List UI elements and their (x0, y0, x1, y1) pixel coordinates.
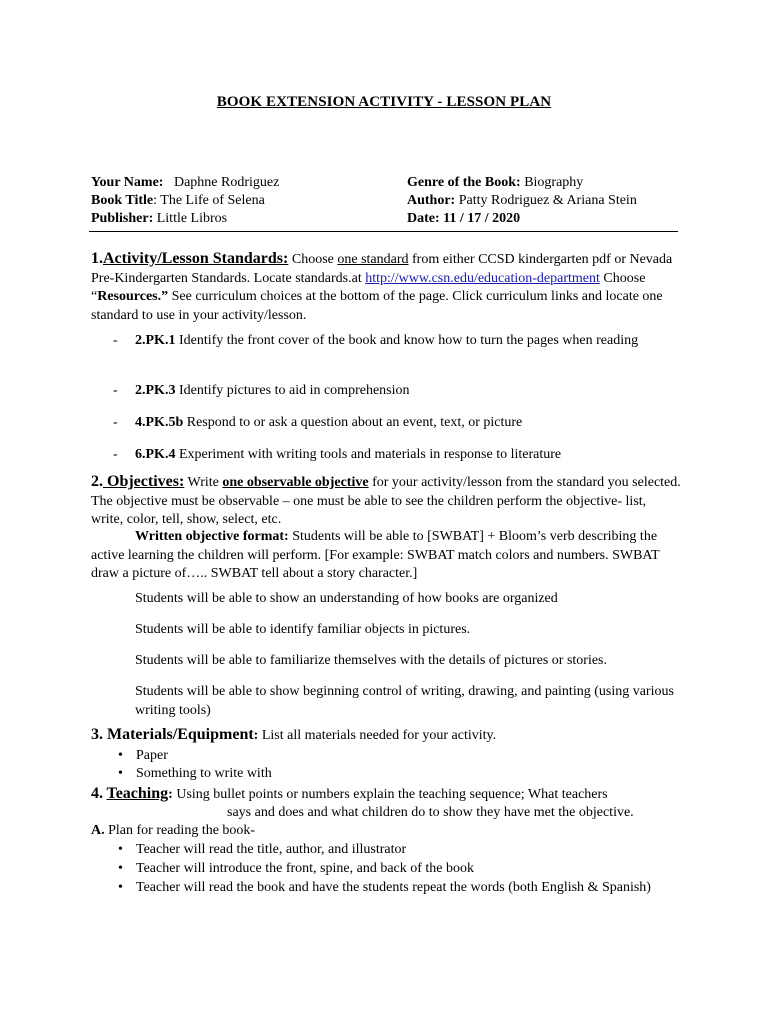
teaching-subsection (91, 822, 681, 841)
bullet-marker: • (118, 880, 123, 895)
author-label: Author: (407, 193, 456, 208)
document-title: BOOK EXTENSION ACTIVITY - LESSON PLAN (216, 94, 552, 110)
standard-text: Identify pictures to aid in comprehension (175, 383, 410, 398)
section2-heading: Objectives: (103, 473, 185, 490)
info-left (91, 174, 411, 228)
section1-number: 1. (91, 250, 103, 267)
section2-text-a: Write (184, 475, 223, 490)
bullet-marker: • (118, 842, 123, 857)
section2-text-b: for your activity/lesson from the standard you selected. The objective must be observable – one must be able to see the children perform the objective- list, write, color, tell, show, select, etc. (91, 475, 681, 527)
objective-item: Students will be able to familiarize themselves with the details of pictures or stories. (135, 653, 607, 668)
header-divider (89, 231, 678, 232)
section-objectives (91, 473, 681, 530)
objective-item: Students will be able to show beginning control of writing, drawing, and painting (using various writing tools) (135, 684, 674, 718)
book-title-value: : The Life of Selena (153, 193, 265, 208)
standard-code: 2.PK.1 (135, 333, 176, 348)
standard-code: 2.PK.3 (135, 383, 176, 398)
section4-text-line1: Using bullet points or numbers explain the teaching sequence; What teachers (172, 787, 608, 802)
teaching-step-text: Teacher will introduce the front, spine, and back of the book (136, 861, 475, 876)
section-teaching (91, 785, 681, 805)
section4-text-line2: says and does and what children do to show they have met the objective. (227, 805, 634, 820)
standard-code: 6.PK.4 (135, 447, 176, 462)
book-title-label: Book Title (91, 193, 154, 208)
standards-link[interactable]: http://www.csn.edu/education-department (365, 270, 600, 286)
section3-heading: Materials/Equipment (103, 726, 254, 743)
section-standards (91, 250, 681, 325)
objective-item: Students will be able to show an understanding of how books are organized (135, 591, 558, 606)
dash-marker: - (113, 415, 118, 430)
section4-colon: : (168, 787, 173, 802)
bullet-marker: • (118, 748, 123, 763)
section1-text-d: See curriculum choices at the bottom of the page. Click curriculum links and locate one standard to use in your activity/lesson. (91, 289, 663, 323)
standard-item (113, 446, 653, 465)
genre-label: Genre of the Book: (407, 175, 521, 190)
section2-text-bold-underlined: one observable objective (222, 475, 369, 490)
material-text: Paper (136, 748, 168, 763)
standard-text: Respond to or ask a question about an event, text, or picture (183, 415, 523, 430)
section1-text-b: from either CCSD kindergarten pdf or Nevada Pre-Kindergarten Standards. Locate standards.at (91, 252, 673, 286)
bullet-marker: • (118, 766, 123, 781)
publisher-label: Publisher: (91, 211, 154, 226)
standard-item (113, 414, 653, 433)
name-value: Daphne Rodriguez (173, 175, 280, 190)
bullet-marker: • (118, 861, 123, 876)
section1-text-c: Choose “ (91, 270, 646, 304)
standard-item (113, 332, 653, 351)
section1-text-a: Choose (291, 252, 338, 267)
objective-format (91, 528, 681, 584)
section3-text: List all materials needed for your activity. (258, 728, 497, 743)
format-label: Written objective format: (135, 529, 289, 544)
standard-item (113, 382, 653, 401)
section3-colon: : (253, 728, 259, 743)
section3-number: 3. (91, 726, 103, 743)
standard-code: 4.PK.5b (135, 415, 184, 430)
format-text: Students will be able to [SWBAT] + Bloom’s verb describing the active learning the children will perform. [For example: SWBAT match colors and numbers. SWBAT draw a picture of….. SWBAT tell about a story character.] (91, 529, 660, 581)
list-item (118, 860, 658, 879)
material-text: Something to write with (136, 766, 272, 781)
publisher-value: Little Libros (156, 211, 228, 226)
section1-text-bold: Resources.” (97, 289, 169, 304)
section1-heading: Activity/Lesson Standards: (103, 250, 289, 267)
teaching-step-text: Teacher will read the title, author, and illustrator (136, 842, 407, 857)
section2-number: 2. (91, 473, 103, 490)
teaching-step-text: Teacher will read the book and have the students repeat the words (both English & Spanish) (136, 880, 651, 895)
name-label: Your Name: (91, 175, 164, 190)
genre-value: Biography (524, 175, 584, 190)
section-materials (91, 726, 681, 746)
dash-marker: - (113, 383, 118, 398)
section4-heading: Teaching (106, 785, 169, 802)
date-value: 11 / 17 / 2020 (443, 211, 521, 226)
subsection-label: A. (91, 823, 105, 838)
dash-marker: - (113, 447, 118, 462)
author-value: Patty Rodriguez & Ariana Stein (458, 193, 637, 208)
section1-text-underlined: one standard (337, 252, 409, 267)
standard-text: Experiment with writing tools and materials in response to literature (175, 447, 562, 462)
standard-text: Identify the front cover of the book and know how to turn the pages when reading (175, 333, 639, 348)
list-item (118, 765, 658, 784)
list-item (118, 841, 658, 860)
dash-marker: - (113, 333, 118, 348)
objective-item: Students will be able to identify familiar objects in pictures. (135, 622, 471, 637)
subsection-text: Plan for reading the book- (104, 823, 256, 838)
list-item (118, 879, 658, 898)
info-right (407, 174, 727, 228)
date-label: Date: (407, 211, 440, 226)
section4-number: 4. (91, 785, 103, 802)
list-item (118, 747, 658, 766)
